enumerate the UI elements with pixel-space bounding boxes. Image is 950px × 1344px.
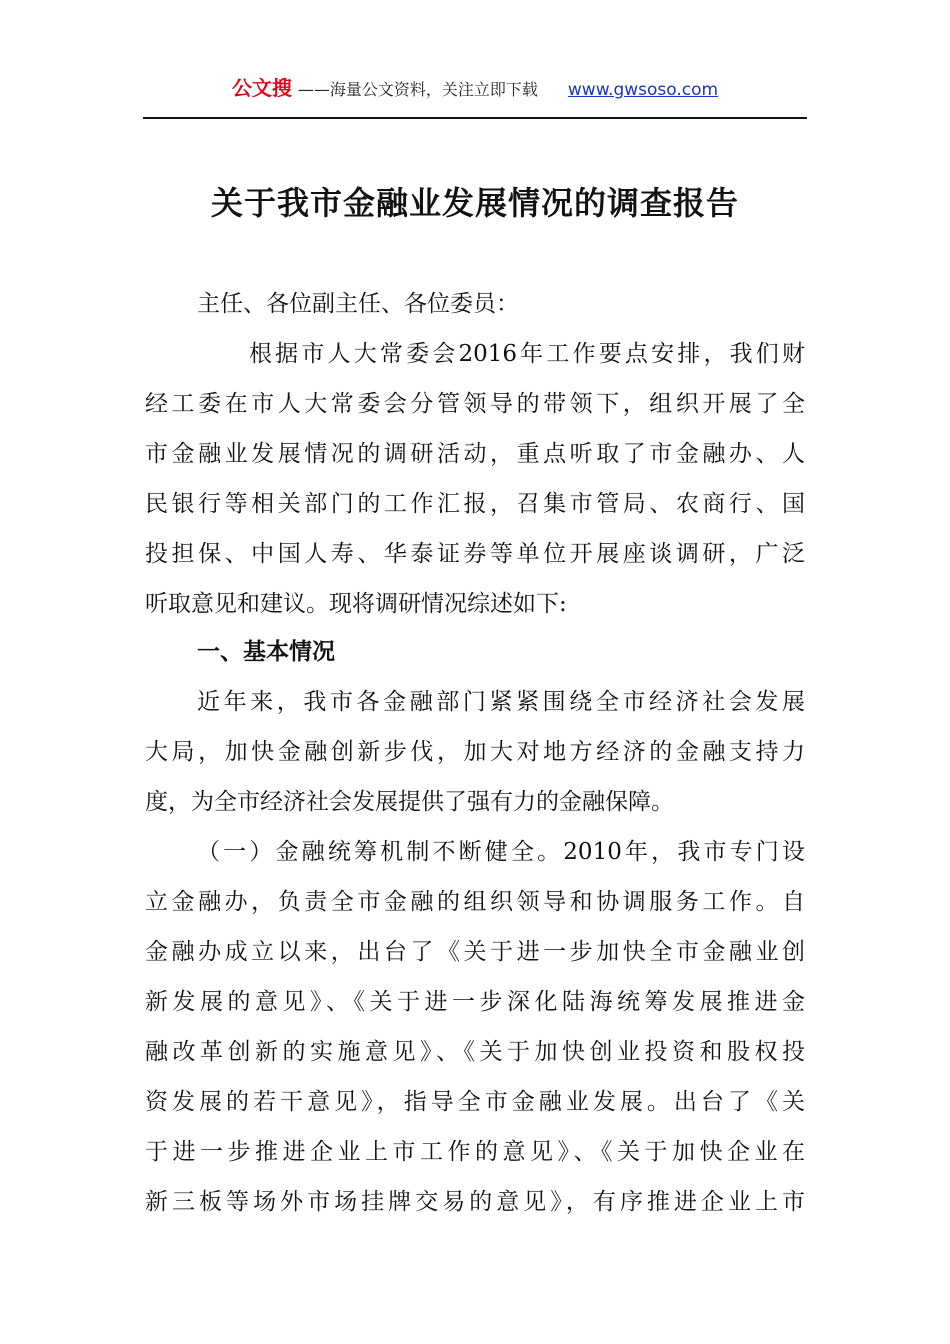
paragraph-line: 市金融业发展情况的调研活动，重点听取了市金融办、人 xyxy=(145,441,805,467)
paragraph-line: 立金融办，负责全市金融的组织领导和协调服务工作。自 xyxy=(145,889,805,915)
paragraph-line: 度，为全市经济社会发展提供了强有力的金融保障。 xyxy=(145,789,674,815)
paragraph-line: 于进一步推进企业上市工作的意见》、《关于加快企业在 xyxy=(145,1139,805,1165)
page-header xyxy=(145,72,805,102)
salutation: 主任、各位副主任、各位委员： xyxy=(197,291,519,317)
paragraph-line: 金融办成立以来，出台了《关于进一步加快全市金融业创 xyxy=(145,939,805,965)
brand-logo-text: 公文搜 xyxy=(231,76,292,100)
paragraph-line: 民银行等相关部门的工作汇报，召集市管局、农商行、国 xyxy=(145,491,805,517)
header-divider xyxy=(143,117,807,119)
header-tagline: ——海量公文资料，关注立即下载 xyxy=(297,80,538,99)
paragraph-line: 资发展的若干意见》，指导全市金融业发展。出台了《关 xyxy=(145,1089,805,1115)
document-title: 关于我市金融业发展情况的调查报告 xyxy=(210,184,739,222)
paragraph-line: 根据市人大常委会2016年工作要点安排，我们财 xyxy=(249,341,805,367)
paragraph-line: 新发展的意见》、《关于进一步深化陆海统筹发展推进金 xyxy=(145,989,805,1015)
paragraph-line: 融改革创新的实施意见》、《关于加快创业投资和股权投 xyxy=(145,1039,805,1065)
paragraph-line: 新三板等场外市场挂牌交易的意见》，有序推进企业上市 xyxy=(145,1189,805,1215)
section-heading: 一、基本情况 xyxy=(197,639,335,665)
paragraph-line: （一）金融统筹机制不断健全。2010年，我市专门设 xyxy=(197,839,805,865)
paragraph-line: 投担保、中国人寿、华泰证券等单位开展座谈调研，广泛 xyxy=(145,541,805,567)
paragraph-line: 听取意见和建议。现将调研情况综述如下: xyxy=(145,591,567,617)
paragraph-line: 大局，加快金融创新步伐，加大对地方经济的金融支持力 xyxy=(145,739,805,765)
paragraph-line: 近年来，我市各金融部门紧紧围绕全市经济社会发展 xyxy=(197,689,805,715)
paragraph-line: 经工委在市人大常委会分管领导的带领下，组织开展了全 xyxy=(145,391,805,417)
website-link[interactable]: www.gwsoso.com xyxy=(567,80,719,100)
